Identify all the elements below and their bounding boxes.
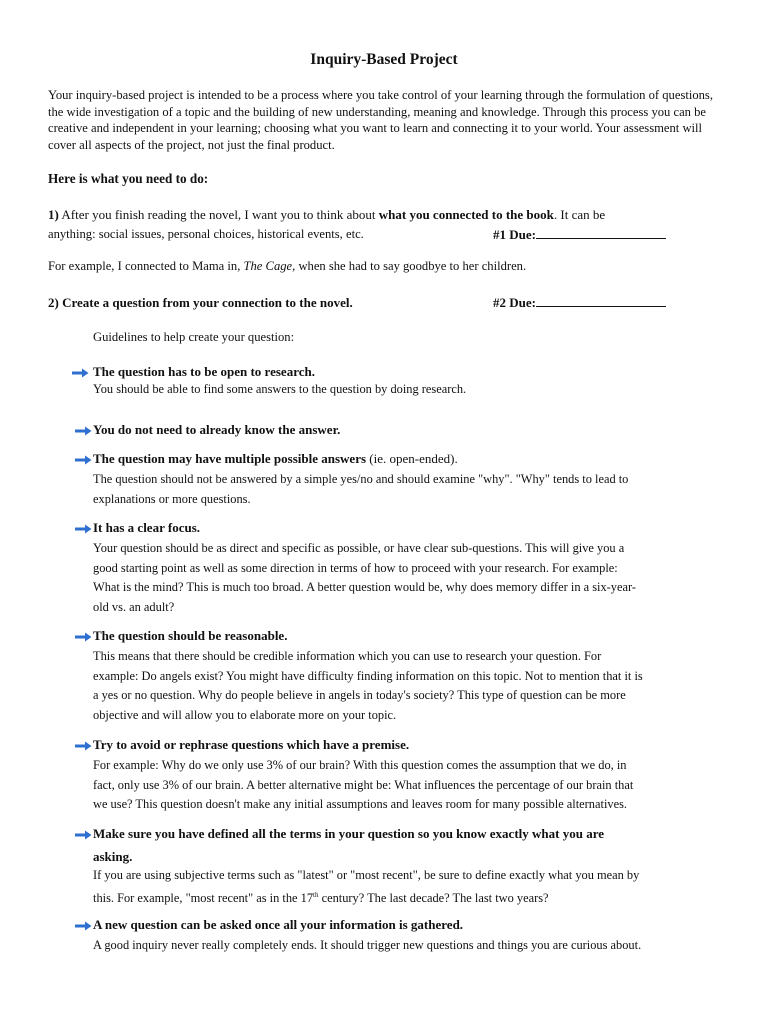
guideline-1-line-1: You should be able to find some answers to the question by doing research. bbox=[93, 382, 467, 396]
step-1 bbox=[48, 205, 728, 225]
due-2-blank bbox=[536, 294, 666, 307]
due-1-label: #1 Due: bbox=[493, 227, 536, 242]
guideline-6-heading: Try to avoid or rephrase questions which have a premise. bbox=[93, 737, 410, 752]
guideline-4-line-3: What is the mind? This is much too broad. A better question would be, why does memory differ in a six-year- bbox=[93, 580, 636, 595]
guideline-7-line-2-a: this. For example, "most recent" as in the 17 bbox=[93, 890, 314, 905]
guideline-7-heading-line-2: asking. bbox=[93, 849, 133, 864]
guideline-7-line-1: If you are using subjective terms such as "latest" or "most recent", be sure to define exactly what you mean by bbox=[93, 868, 640, 882]
guideline-6-line-2: fact, only use 3% of our brain. A better alternative might be: What influences the percentage of our brain that bbox=[93, 777, 634, 792]
guideline-6-line-1: For example: Why do we only use 3% of our brain? With this question comes the assumption that we do, in bbox=[93, 758, 627, 772]
guideline-3-heading bbox=[93, 451, 458, 467]
guideline-3-body bbox=[93, 470, 711, 509]
arrow-bullet-icon bbox=[75, 921, 92, 931]
arrow-bullet-icon bbox=[75, 632, 92, 642]
due-2 bbox=[493, 293, 666, 313]
guideline-3-line-1: The question should not be answered by a simple yes/no and should examine "why". "Why" tends to lead to bbox=[93, 472, 629, 486]
due-1-blank bbox=[536, 226, 666, 239]
guidelines-intro: Guidelines to help create your question: bbox=[93, 330, 295, 344]
guideline-4-line-4: old vs. an adult? bbox=[93, 599, 175, 614]
guideline-6-body bbox=[93, 756, 711, 815]
guideline-1-heading: The question has to be open to research. bbox=[93, 364, 315, 379]
guideline-5-body bbox=[93, 647, 711, 725]
example-book-title: The Cage, bbox=[243, 259, 296, 273]
guideline-4-body bbox=[93, 539, 711, 617]
arrow-bullet-icon bbox=[75, 524, 92, 534]
guideline-7-superscript: th bbox=[313, 890, 319, 899]
guideline-4-line-2: good starting point as well as some direction in terms of how to proceed with your research. For example: bbox=[93, 560, 618, 575]
guideline-4-heading: It has a clear focus. bbox=[93, 520, 201, 535]
page-title: Inquiry-Based Project bbox=[310, 51, 458, 68]
step-1-text-bold: what you connected to the book bbox=[378, 207, 554, 222]
due-2-label: #2 Due: bbox=[493, 295, 536, 310]
guideline-8-body bbox=[93, 936, 733, 956]
arrow-bullet-icon bbox=[75, 426, 92, 436]
guideline-7-line-2 bbox=[93, 886, 711, 909]
guideline-6-line-3: we use? This question doesn't make any initial assumptions and leaves room for many possible alternatives. bbox=[93, 797, 628, 812]
guideline-5-line-4: objective and will allow you to elaborate more on your topic. bbox=[93, 707, 397, 722]
step-1-number: 1) bbox=[48, 207, 59, 222]
step-1-text-a: After you finish reading the novel, I want you to think about bbox=[61, 207, 376, 222]
guideline-4-line-1: Your question should be as direct and specific as possible, or have clear sub-questions. This will give you a bbox=[93, 541, 625, 555]
guideline-5-line-1: This means that there should be credible information which you can use to research your question. For bbox=[93, 649, 602, 663]
guideline-3-line-2: explanations or more questions. bbox=[93, 491, 251, 506]
arrow-bullet-icon bbox=[75, 741, 92, 751]
guideline-3-heading-text: The question may have multiple possible answers bbox=[93, 451, 367, 466]
guideline-7-body bbox=[93, 866, 711, 908]
todo-heading: Here is what you need to do: bbox=[48, 171, 209, 186]
guideline-8-heading: A new question can be asked once all your information is gathered. bbox=[93, 917, 464, 932]
due-1 bbox=[493, 225, 666, 245]
guideline-2-heading: You do not need to already know the answer. bbox=[93, 422, 341, 437]
guideline-7-line-2-b: century? The last decade? The last two years? bbox=[318, 890, 549, 905]
step-2: 2) Create a question from your connection to the novel. bbox=[48, 295, 353, 310]
guideline-1-body bbox=[93, 380, 711, 400]
intro-paragraph: Your inquiry-based project is intended to be a process where you take control of your learning through the formulation of questions, the wide investigation of a topic and the building of new understanding, meaning and knowledge. Through this process you can be creative and independent in your learning; choosing what you want to learn and connecting it to your world. Your assessment will cover all aspects of the project, not just the final product. bbox=[48, 88, 713, 153]
guideline-5-heading: The question should be reasonable. bbox=[93, 628, 288, 643]
step-1-line-2: anything: social issues, personal choices, historical events, etc. bbox=[48, 227, 364, 241]
guideline-5-line-3: a yes or no question. Why do people believe in angels in today's society? This type of question can be more bbox=[93, 688, 626, 703]
guideline-7-heading: Make sure you have defined all the terms in your question so you know exactly what you are bbox=[93, 826, 604, 841]
example-line bbox=[48, 259, 526, 274]
step-1-text-b: . It can be bbox=[553, 207, 606, 222]
arrow-bullet-icon bbox=[75, 830, 92, 840]
guideline-5-line-2: example: Do angels exist? You might have difficulty finding information on this topic. Not to mention that it is bbox=[93, 668, 643, 683]
guideline-3-note: (ie. open-ended). bbox=[369, 451, 458, 466]
example-text-b: when she had to say goodbye to her children. bbox=[298, 259, 527, 273]
arrow-bullet-icon bbox=[75, 455, 92, 465]
arrow-bullet-icon bbox=[72, 368, 89, 378]
example-text-a: For example, I connected to Mama in, bbox=[48, 259, 241, 273]
guideline-8-line-1: A good inquiry never really completely ends. It should trigger new questions and things you are curious about. bbox=[93, 938, 642, 952]
